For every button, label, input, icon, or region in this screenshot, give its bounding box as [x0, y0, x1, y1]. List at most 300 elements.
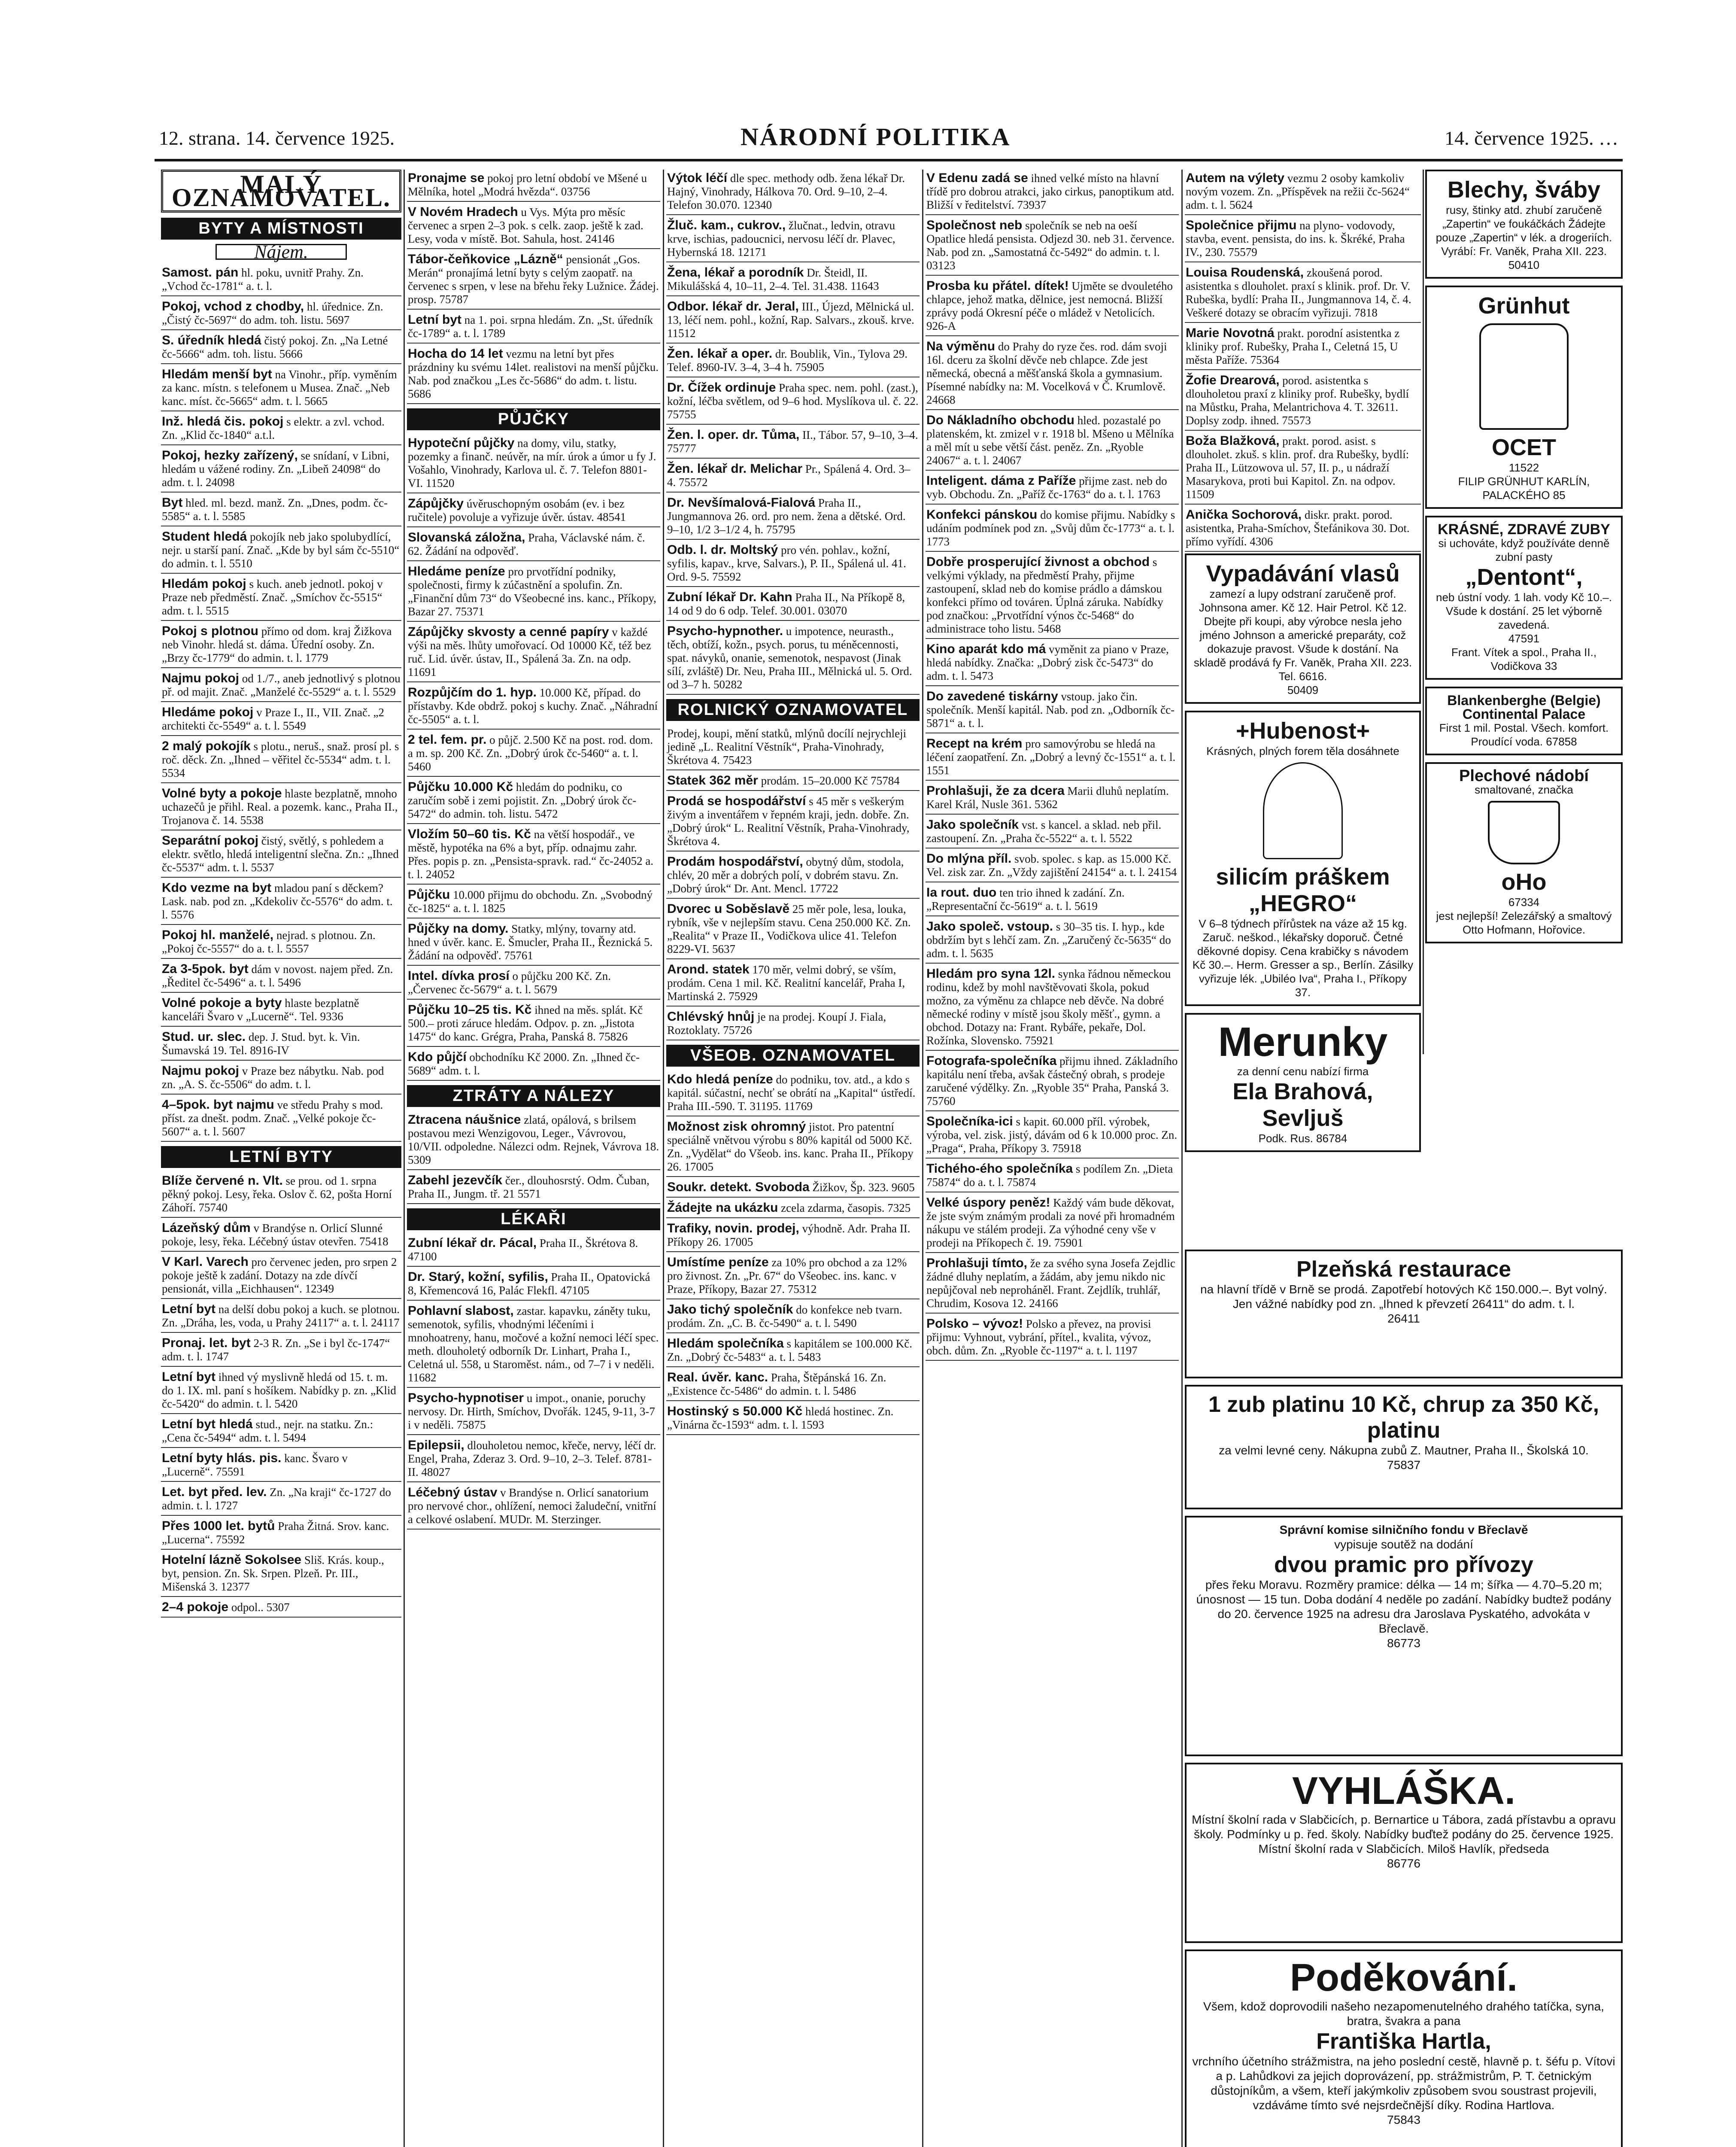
classified-ad — [161, 447, 401, 493]
ad-heading: Epilepsii, — [408, 1438, 464, 1452]
ad-body: ihned na měs. splát. Kč 500.– proti záruce hledám. Odpov. p. zn. „Jistota 1475“ do kanc. Grégra, Praha, Panská 8. 75826 — [408, 1004, 643, 1043]
ad-body: zkoušená porod. asistentka s dlouholet. praxí s klinik. prof. Dr. V. Rubeška, bydlí: Praha II., Jungmannova 14, č. 4. Veškeré dotazy se obracím vyřizuji. 7818 — [1186, 266, 1411, 319]
ad-heading: Zápůjčky — [408, 496, 464, 511]
classified-ad — [926, 1315, 1179, 1361]
classified-ad — [926, 217, 1179, 276]
display-ad-blankenberghe — [1425, 687, 1623, 755]
classified-ad — [666, 1199, 920, 1218]
ad-heading: Najmu pokoj — [162, 1064, 240, 1078]
ad-heading: Společnice přijmu — [1186, 218, 1297, 232]
ad-body: mladou paní s děckem? Lask. nab. pod zn. „Kdekoliv čc-5576“ do adm. t. l. 5576 — [162, 882, 393, 921]
ad-body: v Praze I., II., VII. Znač. „2 architekti čc-5549“ a. t. l. 5549 — [162, 706, 385, 732]
ad-heading: Pokoj, vchod z chodby, — [162, 299, 304, 313]
ad-headline: KRÁSNÉ, ZDRAVÉ ZUBY — [1438, 521, 1610, 538]
classified-ad — [161, 264, 401, 296]
ad-list — [407, 1111, 660, 1204]
column-divider — [1423, 170, 1424, 1054]
classified-ad — [1185, 506, 1421, 552]
classified-ad — [666, 589, 920, 621]
classified-ad — [666, 1254, 920, 1299]
ad-heading: Inteligent. dáma z Paříže — [926, 474, 1076, 488]
ad-body: s 45 měr s veškerým živým a inventářem v řepném kraji, jedn. dobře. Zn. „Dobrý úrok“ L. Realitní Věstník, Praha-Vinohrady, Škrétova 4. — [667, 795, 910, 848]
ad-body: II., Tábor. 57, 9–10, 3–4. 75777 — [667, 429, 918, 455]
classified-ad — [161, 494, 401, 526]
classified-ad — [161, 413, 401, 445]
ad-firm: FILIP GRÜNHUT KARLÍN, PALACKÉHO 85 — [1458, 475, 1590, 502]
ad-body: Praha spec. nem. pohl. (zast.), kožní, léčba světlem, od 9–6 hod. Myslíkova ul. č. 22. 75755 — [667, 381, 919, 421]
classified-ad — [407, 886, 660, 918]
ad-body: s plotu., neruš., snaž. prosí pl. s roč. děck. Zn. „Ihned – věřitel čc-5534“ adm. t. l. 5534 — [162, 740, 399, 779]
ad-body: úvěruschopným osobám (ev. i bez ručitele) povoluje a vyřizuje úvěr. ústav. 48541 — [408, 497, 626, 523]
classified-ad — [1185, 325, 1421, 370]
classified-ad — [161, 1368, 401, 1414]
ad-heading: Společnost neb — [926, 218, 1023, 232]
ad-body: u impotence, neurasth., těch, obtíží, kožn., psych. porus, tu méněcennosti, spat. návyků, onanie, semenotok, nespavost (Jinak sílí, zvláště) Dr. Neu, Praha III., Mělnická ul. 5. Ord. od 3–7 h. 50282 — [667, 625, 912, 691]
ad-heading: Ztracena náušnice — [408, 1113, 521, 1127]
classified-ad — [161, 1450, 401, 1482]
ad-heading: Byt — [162, 496, 183, 510]
classified-ad — [161, 961, 401, 993]
ad-heading: Prosba ku přátel. dítek! — [926, 279, 1069, 293]
ad-firm: Ela Brahová, Sevljuš — [1232, 1079, 1373, 1131]
classified-ad — [407, 1484, 660, 1530]
classified-ad — [926, 735, 1179, 781]
ad-body: na Vinohr., příp. vyměním za kanc. místn. s telefonem u Musea. Znač. „Neb kanc. míst. čc-5665“ adm. t. l. 5665 — [162, 368, 397, 408]
ad-body: do konfekce neb tvarn. prodám. Zn. „C. B. čc-5490“ a. t. l. 5490 — [667, 1303, 902, 1329]
ad-headline: Merunky — [1218, 1019, 1388, 1065]
ad-body: 2-3 R. Zn. „Se i byl čc-1747“ adm. t. l. 1747 — [162, 1337, 390, 1363]
classified-ad — [161, 879, 401, 925]
classified-ad — [407, 920, 660, 966]
ad-body: stud., nejr. na statku. Zn.: „Cena čc-5494“ adm. t. l. 5494 — [162, 1418, 373, 1444]
ad-heading: Zubní lékař dr. Pácal, — [408, 1236, 537, 1250]
section-heading: BYTY A MÍSTNOSTI — [161, 218, 401, 240]
ad-body: za 10% pro obchod a za 12% pro živnost. Zn. „Pr. 67“ do Všeobec. ins. kanc. v Praze, Příkopy, Bazar 27. 75312 — [667, 1256, 907, 1295]
classified-ad — [926, 1194, 1179, 1253]
classified-ad — [161, 832, 401, 878]
ad-body: kanc. Švaro v „Lucerně“. 75591 — [162, 1452, 348, 1478]
classified-ad — [161, 1096, 401, 1142]
classified-ad — [926, 641, 1179, 686]
classified-ad — [666, 345, 920, 377]
display-ad-hegro — [1185, 711, 1421, 1006]
ad-list — [1185, 170, 1421, 552]
classified-ad — [407, 1268, 660, 1301]
ad-body: o půjč. 2.500 Kč na post. rod. dom. a m. sp. 200 Kč. Zn. „Dobrý úrok čc-5460“ a. t. l. 5460 — [408, 733, 653, 773]
ad-heading: Odb. l. dr. Moltský — [667, 543, 778, 557]
ad-number: 75837 — [1387, 1458, 1420, 1472]
classified-ad — [161, 366, 401, 411]
ad-body: žlučnat., ledvin, otravu krve, ischias, padoucnici, nervosu léčí dr. Plavec, Hybernská 18. 12171 — [667, 219, 895, 258]
ad-heading: Trafiky, novin. prodej, — [667, 1221, 799, 1235]
ad-heading: Společníka-ici — [926, 1114, 1013, 1128]
ad-heading: Prodá se hospodářství — [667, 794, 806, 808]
ad-heading: Pronajme se — [408, 171, 485, 185]
classified-ad — [666, 1335, 920, 1367]
ad-heading: V Karl. Varech — [162, 1255, 249, 1269]
ad-heading: Kdo vezme na byt — [162, 881, 272, 895]
ad-headline: VYHLÁŠKA. — [1292, 1770, 1516, 1812]
ad-list — [407, 1235, 660, 1530]
ad-heading: Výtok léčí — [667, 171, 728, 185]
ad-heading: Boža Blažková, — [1186, 434, 1280, 448]
ad-heading: Statek 362 měr — [667, 773, 758, 788]
ad-body: Praha II., Opatovická 8, Křemencová 16, Palác Flekfl. 47105 — [408, 1271, 650, 1297]
ad-headline: Blechy, šváby — [1447, 177, 1601, 203]
classified-ad — [666, 1369, 920, 1401]
ad-product: „Dentont“, — [1465, 564, 1583, 590]
column-2 — [407, 170, 660, 2147]
classified-ad — [161, 1551, 401, 1597]
classified-ad — [407, 1235, 660, 1267]
ad-heading: Student hledá — [162, 529, 247, 544]
classified-ad — [926, 850, 1179, 882]
ad-heading: Anička Sochorová, — [1186, 508, 1302, 522]
ad-body: zcela zdarma, časopis. 7325 — [781, 1201, 911, 1214]
ad-body: hlaste bezplatně, mnoho uchazečů je přihl. Real. a pozemk. kanc., Praha II., Trojanova č. 14. 5538 — [162, 787, 398, 827]
ad-headline: Poděkování. — [1290, 1956, 1518, 1999]
ad-heading: Hotelní lázně Sokolsee — [162, 1553, 302, 1567]
ad-heading: Dr. Starý, kožní, syfilis, — [408, 1270, 548, 1284]
ad-body: zastar. kapavku, záněty tuku, semenotok, syfilis, vhodnými léčeními i mnohoatreny, hanu, močové a kožní nemoci léčí spec. meth. dlouholetý odborník Dr. Linhart, Praha I., Celetná ul. 558, u Staroměst. nám., od 7–7 i v neděli. 11682 — [408, 1305, 659, 1384]
column-divider — [404, 170, 405, 2147]
ad-heading: Hostinský s 50.000 Kč — [667, 1404, 803, 1418]
woman-illustration-icon — [1263, 762, 1343, 859]
ad-body: do Prahy do ryze čes. rod. dám svoji 16l. dceru za školní děvče neb chlapce. Zde jest německá, obecná a měšťanská škola a gymnasium. Písemné nabídky na: M. Vocelková v Č. Krumlově. 24668 — [926, 340, 1167, 406]
ad-heading: Jako společník — [926, 818, 1019, 832]
ad-heading: Žen. lékař dr. Melichar — [667, 462, 803, 476]
ad-heading: Odbor. lékař dr. Jeral, — [667, 299, 799, 313]
classified-ad — [161, 623, 401, 668]
classified-ad — [926, 1052, 1179, 1111]
ad-heading: Možnost zisk ohromný — [667, 1119, 806, 1134]
ad-body: Pr., Spálená 4. Ord. 3–4. 75572 — [667, 462, 910, 489]
ad-headline: 1 zub platinu 10 Kč, chrup za 350 Kč, platinu — [1208, 1392, 1599, 1443]
classified-ad — [1185, 264, 1421, 323]
ad-heading: 2 tel. fem. pr. — [408, 733, 487, 747]
ad-body: Zn. „Na kraji“ čc-1727 do admin. t. l. 1727 — [162, 1486, 391, 1512]
ad-heading: Umístíme peníze — [667, 1255, 769, 1269]
section-masthead: MALÝ OZNAMOVATEL. — [161, 170, 401, 213]
classified-ad — [407, 1437, 660, 1482]
classified-ad — [407, 563, 660, 622]
ad-heading: Letní byt hledá — [162, 1417, 253, 1431]
classified-ad — [926, 277, 1179, 336]
ad-body: že za svého syna Josefa Zejdlic žádné dluhy neplatím, a žádám, aby jemu nikdo nic nepůjčoval neb neproháněl. Frant. Zejdlík, truhlář, Chrudim, Kosova 12. 24166 — [926, 1257, 1175, 1310]
ad-body: prakt. porod. asist. s dlouholet. zkuš. s klin. prof. dra Rubešky, bydlí: Praha II., Lützowova ul. 57, II. p., u nádraží Masarykova, proti bui Kapitol. Zn. na odpov. 11509 — [1186, 435, 1409, 501]
ad-body: s kapitálem se 100.000 Kč. Zn. „Dobrý čc-5483“ a. t. l. 5483 — [667, 1337, 912, 1363]
ad-body: přijmu ihned. Základního kapitálu není třeba, avšak částečný obrah, s prodeje zaručené výdělky. Zn. „Ryoble 35“ Praha, Panská 3. 75760 — [926, 1055, 1178, 1107]
ad-body: na delší dobu pokoj a kuch. se plotnou. Zn. „Dráha, les, voda, u Prahy 24117“ a. t. l. 24117 — [162, 1303, 400, 1329]
ad-body: s 30–35 tis. I. hyp., kde obdržím byt s lehčí zam. Zn. „Zaručený čc-5635“ do adm. t. l. 5635 — [926, 920, 1171, 960]
ad-body: hledá hostinec. Zn. „Vinárna čc-1593“ adm. t. l. 1593 — [667, 1405, 894, 1431]
ad-heading: Za 3-5pok. byt — [162, 962, 249, 976]
ad-body: dr. Boublik, Vin., Tylova 29. Telef. 8960-IV. 3–4, 3–4 h. 75905 — [667, 347, 908, 374]
classified-ad — [666, 1008, 920, 1040]
classified-ad — [926, 553, 1179, 639]
ad-body: s podílem Zn. „Dieta 75874“ do a. t. l. 75874 — [926, 1162, 1173, 1189]
ad-heading: Na výměnu — [926, 339, 995, 353]
ad-body: Polsko a převez, na provisi přijmu: Vyhnout, vybrání, přítel., kvalita, vývoz, obch. dům. Zn. „Ryoble čc-1197“ a. t. l. 1197 — [926, 1317, 1151, 1357]
classified-ad — [161, 1335, 401, 1367]
ad-body: na 1. poi. srpna hledám. Zn. „St. úředník čc-1789“ a. t. l. 1789 — [408, 313, 653, 340]
ad-heading: Zápůjčky skvosty a cenné papíry — [408, 625, 609, 639]
ad-body: pro červenec jeden, pro srpen 2 pokoje ještě k zadání. Dotazy na zde dívčí pensionát, villa „Eichhausen“. 12349 — [162, 1256, 397, 1295]
column-5 — [1185, 170, 1421, 1243]
ad-body: se prou. od 1. srpna pěkný pokoj. Lesy, řeka. Oslov č. 62, pošta Horní Záhoří. 75740 — [162, 1174, 392, 1214]
ad-headline: Blankenberghe (Belgie) Continental Palace — [1447, 693, 1601, 722]
classified-ad — [407, 1302, 660, 1388]
ad-heading: Recept na krém — [926, 736, 1023, 751]
classified-ad — [666, 900, 920, 959]
ad-heading: Přes 1000 let. bytů — [162, 1519, 275, 1533]
ad-body: na domy, vilu, statky, pozemky a finanč. neúvěr, na mír. úrok a úmor u fy J. Vošahlo, Vinohrady, Karlova ul. č. 7. Telefon 8801-VI. 11520 — [408, 437, 656, 490]
classified-ad — [407, 967, 660, 1000]
ad-heading: Půjčku — [408, 888, 450, 902]
ad-body: hledám do podniku, co zaručím sobě i zemi pojistit. Zn. „Dobrý úrok čc-5472“ do admin. toh. listu. 5472 — [408, 781, 637, 820]
classified-ad — [407, 1049, 660, 1081]
ad-heading: Rozpůjčím do 1. hyp. — [408, 685, 537, 699]
ad-body: Marii dluhů neplatím. Karel Král, Nusle 361. 5362 — [926, 785, 1169, 811]
ad-heading: Volné byty a pokoje — [162, 786, 282, 800]
classified-ad — [407, 495, 660, 527]
ad-heading: Pokoj hl. manželé, — [162, 928, 274, 942]
ad-body: obytný dům, stodola, chlév, 20 měr a dobrých polí, v dobrém stavu. Zn. „Dobrý úrok“ Dr. Ant. Mencl. 17722 — [667, 855, 904, 895]
ad-subline: si uchováte, když používáte denně zubní pasty — [1438, 537, 1610, 563]
classified-ad — [666, 1301, 920, 1333]
pot-illustration-icon — [1488, 801, 1560, 864]
ad-body: Praha II., Škrétova 8. 47100 — [408, 1237, 638, 1263]
classified-ad — [161, 1062, 401, 1095]
classified-ad — [161, 785, 401, 830]
ad-body: s kapit. 60.000 příl. výrobek, výroba, vel. zisk. jistý, dávám od 6 k 10.000 proc. Zn. „Praga“, Praha, Příkopy 3. 75918 — [926, 1115, 1178, 1155]
ad-body: ihned velké místo na hlavní třídě pro dobrou atrakci, jako cirkus, panoptikum atd. Bližší v ředitelství. 73937 — [926, 172, 1175, 211]
ad-heading: Psycho-hypnotiser — [408, 1391, 524, 1405]
ad-heading: Intel. dívka prosí — [408, 969, 510, 983]
ad-body: 10.000 přijmu do obchodu. Zn. „Svobodný čc-1825“ a. t. l. 1825 — [408, 888, 653, 915]
ad-body: III., Újezd, Mělnická ul. 13, léčí nem. pohl., kožní, Rap. Salvars., zkouš. krve. 11512 — [667, 300, 914, 340]
ad-number: Podk. Rus. 86784 — [1258, 1132, 1348, 1145]
classified-ad — [407, 826, 660, 885]
ad-body: u impot., onanie, poruchy nervosy. Dr. Hirth, Smíchov, Dvořák. 1245, 9-11, 3-7 i v neděli. 75875 — [408, 1392, 655, 1431]
classified-ad — [926, 965, 1179, 1051]
ad-heading: Hledáme pokoj — [162, 705, 254, 719]
classified-ad — [407, 1390, 660, 1435]
classified-ad — [161, 670, 401, 702]
ad-heading: Pohlavní slabost, — [408, 1304, 514, 1318]
display-ad-hair — [1185, 553, 1421, 704]
ad-list — [407, 170, 660, 404]
ad-plzenska-restaurace — [1185, 1250, 1623, 1378]
column-divider — [1181, 170, 1183, 2147]
ad-body: prodám. 15–20.000 Kč 75784 — [761, 774, 900, 787]
ad-heading: Lázeňský dům — [162, 1221, 251, 1235]
classified-ad — [666, 460, 920, 493]
column-4 — [926, 170, 1179, 2147]
ad-heading: Do Nákladního obchodu — [926, 413, 1074, 427]
classified-ad — [161, 528, 401, 574]
ad-number: 11522 — [1508, 461, 1539, 474]
ad-body: s elektr. a zvl. vchod. Zn. „Klid čc-1840“ a.t.l. — [162, 415, 385, 441]
ad-heading: Polsko – vývoz! — [926, 1317, 1023, 1331]
ad-heading: Najmu pokoj — [162, 671, 240, 685]
classified-ad — [161, 298, 401, 330]
classified-ad — [926, 506, 1179, 552]
ad-heading: Konfekci pánskou — [926, 508, 1038, 522]
ad-heading: Dr. Nevšímalová-Fialová — [667, 496, 816, 510]
ad-zuby-platina — [1185, 1385, 1623, 1509]
ad-name: Františka Hartla, — [1316, 2029, 1491, 2054]
classified-ad — [161, 994, 401, 1027]
ad-list — [161, 1172, 401, 1618]
classified-ad — [666, 264, 920, 296]
ad-body: Sliš. Krás. koup., byt, pension. Zn. Sk. Srpen. Plzeň. Pr. III., Mišenská 3. 12377 — [162, 1554, 384, 1593]
ad-heading: Dr. Čížek ordinuje — [667, 380, 776, 395]
ad-heading: Půjčku 10–25 tis. Kč — [408, 1003, 532, 1017]
ad-list — [666, 170, 920, 695]
ad-body: Ujměte se dvouletého chlapce, jehož matka, dělnice, jest nemocná. Bližší zprávy podá Okresní péče o mládež v Netolicích. 926-A — [926, 280, 1173, 332]
section-heading: LETNÍ BYTY — [161, 1146, 401, 1168]
ad-list — [666, 725, 920, 1040]
ad-heading: Hledáme peníze — [408, 564, 505, 578]
ad-body: v Brandýse n. Orlicí Slunné pokoje, lesy, řeka. Léčebný ústav otevřen. 75418 — [162, 1222, 388, 1248]
ad-body: je na prodej. Koupí J. Fiala, Roztoklaty. 75726 — [667, 1010, 886, 1037]
classified-ad — [407, 1172, 660, 1204]
ad-number: 86776 — [1387, 1857, 1420, 1870]
ad-body: Prodej, koupi, mění statků, mlýnů docílí nejrychleji jedině „L. Realitní Věstník“, Praha-Vinohrady, Škrétova 4. 75423 — [667, 727, 907, 766]
ad-body: přes řeku Moravu. Rozměry pramice: délka — 14 m; šířka — 4.70–5.20 m; únosnost — 15 tun. Doba dodání 4 neděle po zadání. Nabídky budtež podány do 20. července 1925 na adresu dra Jaroslava Pyskatého, advokáta v Břeclavě. — [1196, 1578, 1612, 1635]
ad-heading: Léčebný ústav — [408, 1485, 498, 1499]
ad-body: pokojík neb jako spolubydlící, nejr. u starší paní. Znač. „Kde by byl sám čc-5510“ do admin. t. l. 5510 — [162, 530, 400, 570]
ad-heading: Žádejte na ukázku — [667, 1201, 778, 1215]
display-ad-grunhut — [1425, 286, 1623, 509]
classified-ad — [161, 1301, 401, 1333]
ad-heading: Hledám pokoj — [162, 577, 246, 591]
display-ad-oho — [1425, 762, 1623, 943]
ad-body: First 1 mil. Postal. Všech. komfort. Proudící voda. 67858 — [1439, 721, 1609, 748]
ad-list — [407, 435, 660, 1081]
classified-ad — [161, 1253, 401, 1299]
ad-heading: Autem na výlety — [1186, 171, 1285, 185]
ad-heading: Tábor-čeňkovice „Lázně“ — [408, 252, 563, 266]
ad-heading: Hledám společníka — [667, 1336, 784, 1350]
ad-heading: 2–4 pokoje — [162, 1600, 229, 1614]
ad-body: v každé výši na měs. lhůty umořovací. Od 10000 Kč, též bez ruč. Lid. úvěr. ústav, II., Spálená 3a. Zn. na odp. 11691 — [408, 626, 651, 678]
ad-heading: Kino aparát kdo má — [926, 642, 1046, 656]
ad-heading: Samost. pán — [162, 265, 239, 280]
ad-heading: S. úředník hledá — [162, 333, 261, 347]
ad-body: hl. úřednice. Zn. „Čistý čc-5697“ do adm. toh. listu. 5697 — [162, 300, 383, 326]
classified-ad — [666, 298, 920, 344]
classified-ad — [161, 927, 401, 959]
classified-ad — [666, 623, 920, 695]
ad-heading: Separátní pokoj — [162, 833, 259, 848]
ad-heading: Letní byt — [162, 1370, 215, 1384]
classified-ad — [926, 782, 1179, 815]
classified-ad — [407, 1111, 660, 1170]
ad-body: na plyno- vodovody, stavba, event. pensista, do ins. k. Škréké, Praha IV., 230. 75579 — [1186, 219, 1405, 258]
ad-heading: Blíže červené n. Vlt. — [162, 1174, 283, 1188]
ad-body: dlouholetou nemoc, křeče, nervy, léčí dr. Engel, Praha, Zderaz 3. Ord. 9–10, 2–3. Telef. 8781-II. 48027 — [408, 1439, 656, 1478]
classified-ad — [926, 472, 1179, 505]
classified-ad — [407, 731, 660, 777]
classified-ad — [1185, 170, 1421, 215]
ad-body: společník se neb na oeší Opatlice hledá pensista. Odjezd 30. neb 31. července. Nab. pod zn. „Samostatná čc-5492“ do admin. t. l. 03123 — [926, 219, 1175, 272]
ad-body: přijme zast. neb do vyb. Obchodu. Zn. „Paříž čc-1763“ do a. t. l. 1763 — [926, 474, 1167, 501]
section-heading: ROLNICKÝ OZNAMOVATEL — [666, 699, 920, 721]
ad-heading: Půjčku 10.000 Kč — [408, 780, 513, 794]
ad-heading: Dobře prosperující živnost a obchod — [926, 555, 1150, 569]
ad-body: prakt. porodní asistentka z kliniky prof. Rubešky, Praha I., Celetná 15, U města Paříže. 75364 — [1186, 327, 1400, 366]
classified-ad — [161, 1172, 401, 1218]
ad-body: s kuch. aneb jednotl. pokoj v Praze neb předměstí. Znač. „Smíchov čc-5515“ adm. t. l. 5515 — [162, 578, 383, 617]
ad-body: 170 měr, velmi dobrý, se vším, prodám. Cena 1 mil. Kč. Realitní kancelář, Praha I, Martinská 2. 75929 — [667, 963, 905, 1003]
ad-heading: Chlévský hnůj — [667, 1010, 755, 1024]
column-6 — [1425, 170, 1623, 1243]
ad-headline: Grünhut — [1478, 293, 1570, 319]
ad-product: silicím práškem „HEGRO“ — [1216, 864, 1390, 916]
column-divider — [922, 170, 923, 2147]
ad-body: Praha, Štěpánská 16. Zn. „Existence čc-5486“ do admin. t. l. 5486 — [667, 1371, 886, 1397]
ad-body: 10.000 Kč, případ. do přístavby. Kde obdrž. pokoj s kuchy. Znač. „Náhradní čc-5505“ a. t. l. — [408, 686, 658, 726]
classified-ad — [666, 1071, 920, 1116]
classified-ad — [926, 412, 1179, 471]
ad-heading: Inž. hledá čis. pokoj — [162, 414, 284, 429]
subsection-heading: Nájem. — [215, 244, 347, 260]
display-ad-merunky — [1185, 1013, 1421, 1152]
ad-heading: Žen. l. oper. dr. Tůma, — [667, 428, 800, 442]
ad-heading: Tichého-ého společníka — [926, 1162, 1073, 1176]
ad-number: 47591 — [1508, 632, 1540, 645]
ad-heading: Hledám menší byt — [162, 367, 272, 381]
ad-body: Každý vám bude děkovat, že jste svým známým prodali za nové při hromadném nákupu ve stálém prodeji. Za výhodné ceny vše v prodeji na Příkopech č. 19. 75901 — [926, 1196, 1175, 1249]
ad-headline: Plechové nádobí — [1459, 767, 1589, 785]
ad-body: diskr. prakt. porod. asistentka, Praha-Smíchov, Štefánikova 30. Dot. přímo vyřídí. 4306 — [1186, 508, 1410, 548]
ad-heading: Pokoj s plotnou — [162, 624, 258, 638]
display-ad-blechy — [1425, 170, 1623, 279]
section-heading: VŠEOB. OZNAMOVATEL — [666, 1045, 920, 1067]
ad-heading: Arond. statek — [667, 962, 750, 976]
ad-body: u Vys. Mýta pro měsíc červenec a srpen 2–3 pok. s celk. zaop. ještě k zad. Lesy, voda v místě. Bot. Sahula, host. 24146 — [408, 206, 643, 245]
classified-ad — [926, 884, 1179, 916]
ad-heading: Soukr. detekt. Svoboda — [667, 1180, 810, 1194]
ad-heading: 4–5pok. byt najmu — [162, 1098, 274, 1112]
ad-body: vezmu na letní byt přes prázdniny ku svému 14let. realistovi na menší půjčku. Nab. pod značkou „Les čc-5686“ do adm. t. listu. 5686 — [408, 347, 659, 400]
ad-heading: Letní byt — [162, 1302, 215, 1316]
ad-heading: Velké úspory peněz! — [926, 1195, 1050, 1210]
ad-number: 50410 — [1508, 258, 1540, 271]
ad-body: na větší hospodář., ve městě, hypotéka na 6% a byt, příp. odnajmu zahr. Přes. popis p. zn. „Pensista-spravk. rad.“ čc-24052 a. t. l. 24052 — [408, 828, 654, 881]
display-ad-dentont — [1425, 516, 1623, 680]
ad-subline: vypisuje soutěž na dodání — [1334, 1538, 1473, 1551]
classified-ad — [407, 623, 660, 682]
ad-body: pensionát „Gos. Merán“ pronajímá letní byty s celým zaopatř. na červenec s srpen, v lese na břehu řeky Lužnice. Žádej. prosp. 75787 — [408, 253, 659, 306]
ad-number: 67334 — [1508, 896, 1540, 909]
ad-list — [926, 170, 1179, 1361]
ad-body: Praha Žitná. Srov. kanc. „Lucerna“. 75592 — [162, 1520, 389, 1546]
classified-ad — [407, 684, 660, 730]
ad-body: hlaste bezplatně kanceláři Švaro v „Lucerně“. Tel. 9336 — [162, 997, 359, 1023]
classified-ad — [666, 494, 920, 540]
ad-heading: Psycho-hypnother. — [667, 624, 783, 638]
ad-body: ihned vý myslivně hledá od 15. t. m. do 1. IX. ml. paní s hošíkem. Nabídky p. zn. „Klid čc-5420“ do admin. t. l. 5420 — [162, 1371, 396, 1410]
ad-heading: Louisa Roudenská, — [1186, 265, 1304, 280]
classified-ad — [161, 1416, 401, 1448]
ad-heading: Kdo půjčí — [408, 1050, 467, 1064]
classified-ad — [926, 688, 1179, 733]
classified-ad — [666, 1220, 920, 1252]
ad-body: Praha, Václavské nám. č. 62. Žádání na odpověď. — [408, 531, 645, 557]
